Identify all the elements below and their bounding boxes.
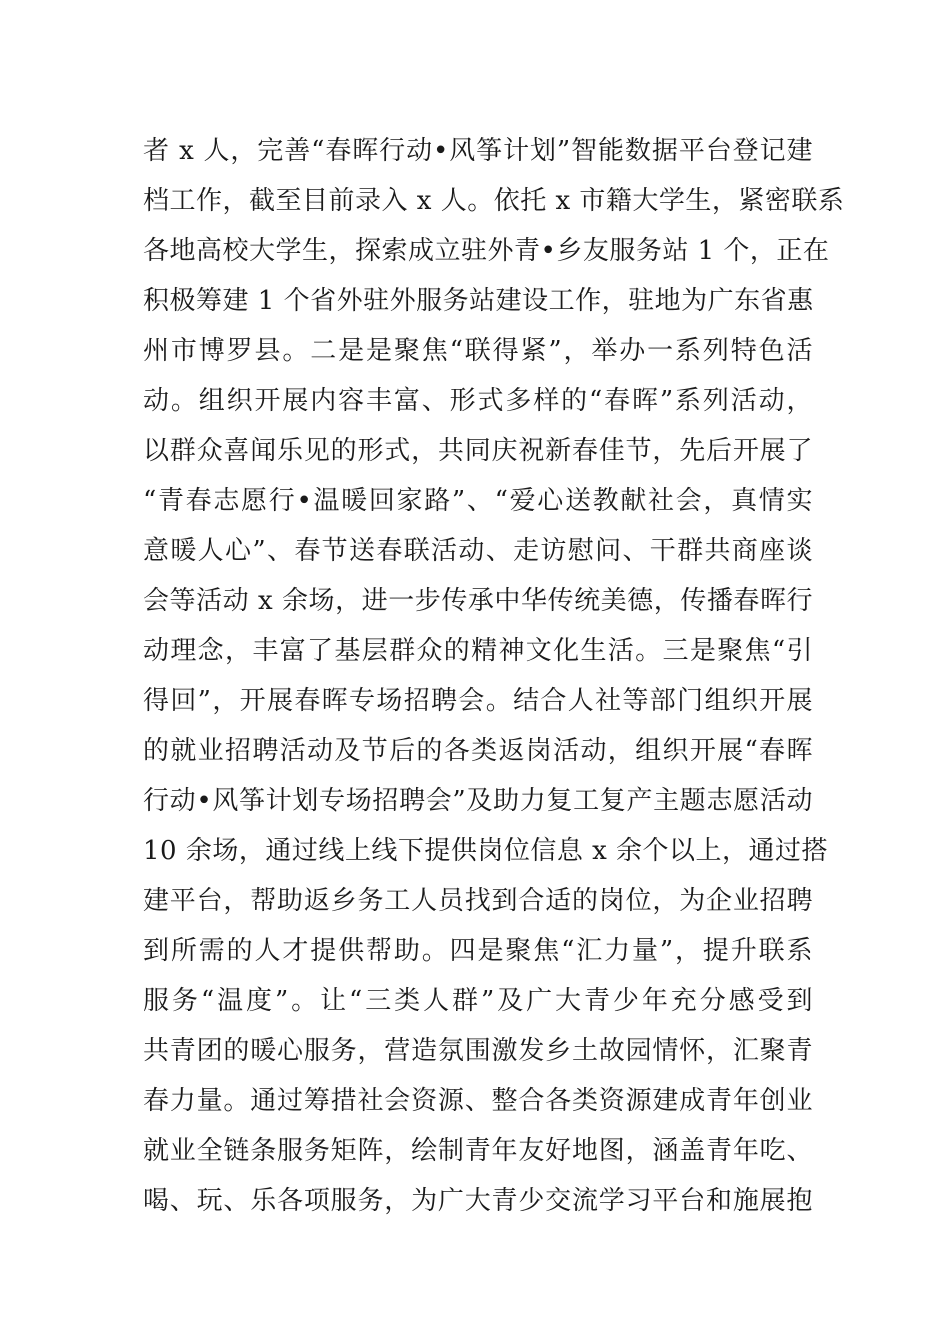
text-line: 动理念，丰富了基层群众的精神文化生活。三是聚焦“引 — [143, 636, 813, 666]
text-line: 各地高校大学生，探索成立驻外青•乡友服务站 1 个，正在 — [143, 236, 830, 266]
text-line: 会等活动 x 余场，进一步传承中华传统美德，传播春晖行 — [143, 586, 813, 616]
text-line: 档工作，截至目前录入 x 人。依托 x 市籍大学生，紧密联系 — [143, 186, 845, 216]
text-line: “青春志愿行•温暖回家路”、“爱心送教献社会，真情实 — [143, 486, 813, 516]
text-line: 10 余场，通过线上线下提供岗位信息 x 余个以上，通过搭 — [143, 836, 829, 866]
text-line: 建平台，帮助返乡务工人员找到合适的岗位，为企业招聘 — [143, 886, 813, 916]
text-line: 州市博罗县。二是是聚焦“联得紧”，举办一系列特色活 — [143, 336, 813, 366]
text-line: 春力量。通过筹措社会资源、整合各类资源建成青年创业 — [143, 1086, 813, 1116]
text-line: 动。组织开展内容丰富、形式多样的“春晖”系列活动， — [143, 386, 813, 416]
text-line: 的就业招聘活动及节后的各类返岗活动，组织开展“春晖 — [143, 736, 813, 766]
text-line: 共青团的暖心服务，营造氛围激发乡土故园情怀，汇聚青 — [143, 1036, 813, 1066]
text-line: 意暖人心”、春节送春联活动、走访慰问、干群共商座谈 — [143, 536, 813, 566]
text-line: 以群众喜闻乐见的形式，共同庆祝新春佳节，先后开展了 — [143, 436, 813, 466]
text-line: 行动•风筝计划专场招聘会”及助力复工复产主题志愿活动 — [143, 786, 813, 816]
body-paragraph — [143, 126, 845, 1226]
text-line: 到所需的人才提供帮助。四是聚焦“汇力量”，提升联系 — [143, 936, 813, 966]
text-line: 得回”，开展春晖专场招聘会。结合人社等部门组织开展 — [143, 686, 813, 716]
text-line: 喝、玩、乐各项服务，为广大青少交流学习平台和施展抱 — [143, 1186, 813, 1216]
text-line: 积极筹建 1 个省外驻外服务站建设工作，驻地为广东省惠 — [143, 286, 814, 316]
text-line: 服务“温度”。让“三类人群”及广大青少年充分感受到 — [143, 986, 813, 1016]
text-line: 就业全链条服务矩阵，绘制青年友好地图，涵盖青年吃、 — [143, 1136, 813, 1166]
text-line: 者 x 人，完善“春晖行动•风筝计划”智能数据平台登记建 — [143, 136, 813, 166]
